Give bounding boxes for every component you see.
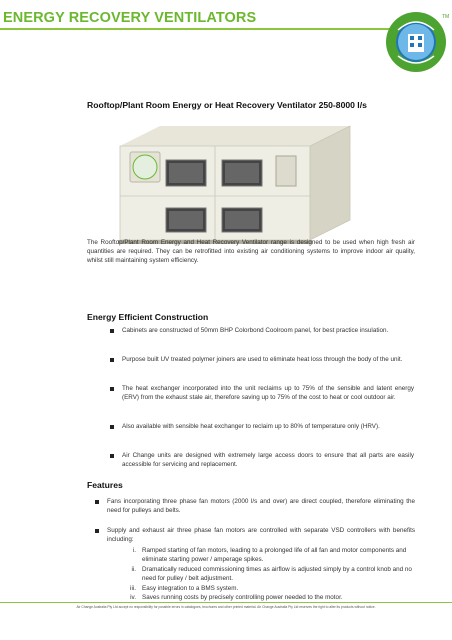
item-number: i.: [132, 547, 136, 554]
numbered-item: [126, 546, 414, 564]
item-number: iii.: [130, 585, 136, 592]
list-item: Supply and exhaust air three phase fan motors are controlled with separate VSD controllers with benefits including:: [107, 527, 415, 544]
list-item: The heat exchanger incorporated into the unit reclaims up to 75% of the sensible and latent energy (ERV) from the exhaust stale air, therefore saving up to 75% of the cost to heat or cool outdoor air.: [122, 385, 414, 402]
logo-tm: TM: [442, 14, 450, 20]
item-number: ii.: [131, 566, 136, 573]
item-number: iv.: [130, 594, 136, 601]
item-text: Easy integration to a BMS system.: [142, 585, 239, 592]
air-change-logo: [384, 10, 448, 74]
item-text: Ramped starting of fan motors, leading to a prolonged life of all fan and motor components and eliminate starting power / amperage spikes.: [142, 547, 407, 564]
section-heading-construction: Energy Efficient Construction: [87, 312, 209, 322]
list-item: Cabinets are constructed of 50mm BHP Colorbond Coolroom panel, for best practice insulation.: [122, 326, 414, 335]
section-heading-features: Features: [87, 480, 123, 490]
list-item: Fans incorporating three phase fan motors (2000 l/s and over) are direct coupled, therefore eliminating the need for pulleys and belts.: [107, 498, 415, 515]
header-divider: [0, 28, 395, 30]
list-item: Purpose built UV treated polymer joiners are used to eliminate heat loss through the body of the unit.: [122, 355, 414, 364]
numbered-item: [126, 565, 414, 583]
list-item: Air Change units are designed with extremely large access doors to ensure that all parts are easily accessible for servicing and replacement.: [122, 452, 414, 469]
numbered-item: [126, 584, 414, 593]
footer-divider: [0, 602, 452, 603]
footer-disclaimer: Air Change Australia Pty Ltd accept no responsibility for possible errors in catalogues, brochures and other printed material. Air Change Australia Pty Ltd reserves the right to alter its products without notice.: [76, 605, 376, 609]
intro-paragraph: The Rooftop/Plant Room Energy and Heat Recovery Ventilator range is designed to be used when high fresh air quantities are required. They can be retrofitted into existing air conditioning systems to improve indoor air quality, whilst still maintaining system efficiency.: [87, 239, 415, 265]
item-text: Saves running costs by precisely controlling power needed to the motor.: [142, 594, 343, 601]
document-title: Rooftop/Plant Room Energy or Heat Recovery Ventilator 250-8000 l/s: [87, 100, 367, 110]
ventilator-unit-image: [100, 116, 362, 246]
list-item: Also available with sensible heat exchanger to reclaim up to 80% of temperature only (HRV).: [122, 422, 414, 431]
item-text: Dramatically reduced commissioning times as airflow is adjusted simply by a control knob and no need for pulley / belt adjustment.: [142, 566, 412, 583]
header-title: ENERGY RECOVERY VENTILATORS: [3, 10, 257, 26]
numbered-item: [126, 593, 414, 602]
